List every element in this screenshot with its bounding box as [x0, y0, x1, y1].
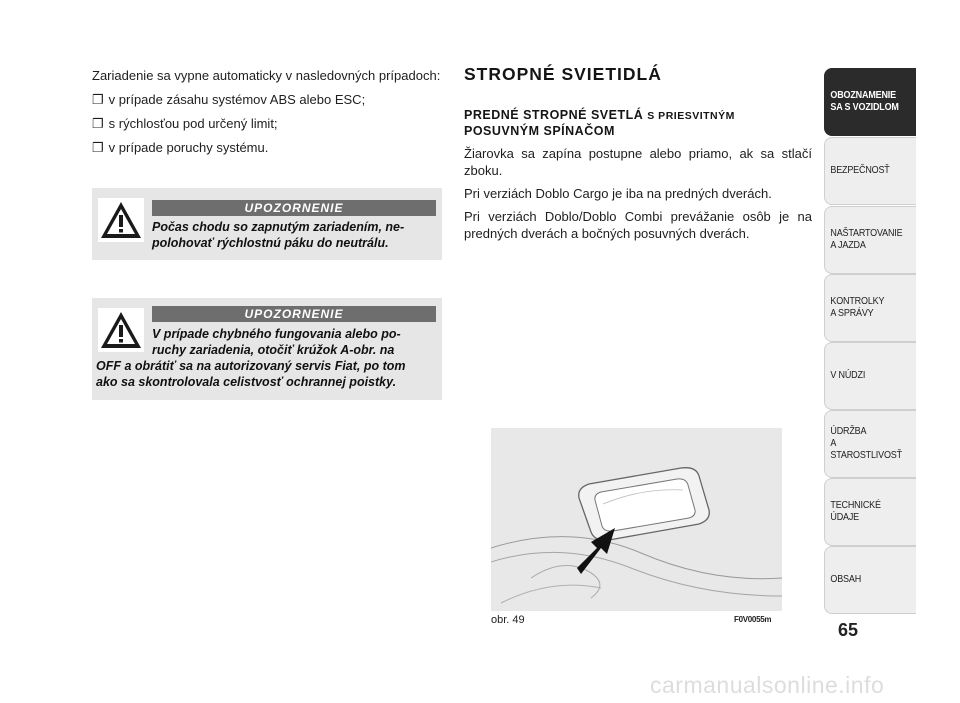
- page-number: 65: [838, 620, 859, 640]
- warning-triangle-icon: [98, 198, 144, 242]
- left-column: [92, 67, 447, 163]
- warning-text-continued: OFF a obrátiť sa na autorizovaný servis Fiat, po tom ako sa skontrolovala celistvosť ochrannej poistky.: [96, 359, 406, 389]
- tab-v-nudzi[interactable]: V NÚDZI: [824, 342, 916, 410]
- list-item: ❒ s rýchlosťou pod určený limit;: [92, 116, 278, 131]
- tab-obsah[interactable]: OBSAH: [824, 546, 916, 614]
- warning-box: [92, 188, 442, 260]
- list-item: ❒ v prípade poruchy systému.: [92, 140, 269, 155]
- paragraph: Pri verziách Doblo Cargo je iba na predných dverách.: [464, 186, 772, 201]
- list-item: ❒ v prípade zásahu systémov ABS alebo ESC;: [92, 92, 366, 107]
- figure-image: [491, 428, 782, 611]
- subsection-heading: PREDNÉ STROPNÉ SVETLÁ S PRIESVITNÝM POSUVNÝM SPÍNAČOM: [464, 108, 735, 138]
- warning-text: Počas chodu so zapnutým zariadením, ne- polohovať rýchlostnú páku do neutrálu.: [152, 220, 405, 250]
- tab-udrzba[interactable]: ÚDRŽBA A STAROSTLIVOSŤ: [824, 410, 916, 478]
- tab-technicke-udaje[interactable]: TECHNICKÉ ÚDAJE: [824, 478, 916, 546]
- footer-watermark: carmanualsonline.info: [650, 672, 885, 698]
- warning-heading: UPOZORNENIE: [152, 306, 436, 322]
- figure-caption: obr. 49: [491, 614, 525, 626]
- checkbox-icon: ❒: [92, 92, 104, 107]
- tab-bezpecnost[interactable]: BEZPEČNOSŤ: [824, 137, 916, 205]
- figure-code: F0V0055m: [734, 615, 772, 624]
- ceiling-light-illustration: [491, 428, 782, 611]
- paragraph: Pri verziách Doblo/Doblo Combi prevážanie osôb je na predných dverách a bočných posuvných dverách.: [464, 209, 812, 241]
- warning-text: V prípade chybného fungovania alebo po- ruchy zariadenia, otočiť krúžok A-obr. na: [152, 327, 401, 357]
- warning-box: [92, 298, 442, 400]
- warning-heading: UPOZORNENIE: [152, 200, 436, 216]
- warning-triangle-icon: [98, 308, 144, 352]
- tab-oboznamenie[interactable]: OBOZNAMENIE SA S VOZIDLOM: [824, 68, 916, 136]
- section-title: STROPNÉ SVIETIDLÁ: [464, 64, 662, 84]
- intro-text: Zariadenie sa vypne automaticky v nasledovných prípadoch:: [92, 68, 441, 83]
- right-column: [464, 64, 812, 248]
- tab-nastartovanie[interactable]: NAŠTARTOVANIE A JAZDA: [824, 206, 916, 274]
- tab-kontrolky[interactable]: KONTROLKY A SPRÁVY: [824, 274, 916, 342]
- checkbox-icon: ❒: [92, 140, 104, 155]
- paragraph: Žiarovka sa zapína postupne alebo priamo, ak sa stlačí zboku.: [464, 146, 812, 178]
- checkbox-icon: ❒: [92, 116, 104, 131]
